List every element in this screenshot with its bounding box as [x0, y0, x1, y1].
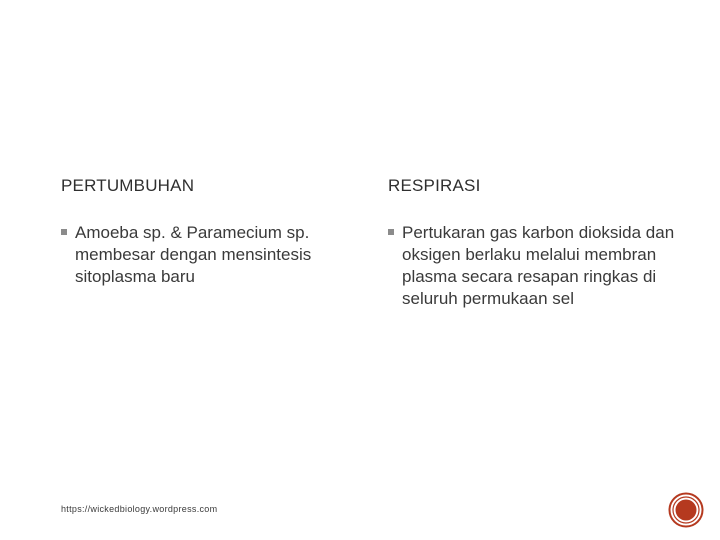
square-bullet-icon [388, 229, 394, 235]
left-heading: PERTUMBUHAN [61, 176, 195, 195]
left-column [61, 176, 351, 288]
right-bullet-list [388, 222, 688, 310]
square-bullet-icon [61, 229, 67, 235]
right-bullet-item [388, 222, 688, 310]
left-bullet-text: Amoeba sp. & Paramecium sp. membesar dengan mensintesis sitoplasma baru [75, 223, 312, 286]
left-bullet-item [61, 222, 351, 288]
right-heading: RESPIRASI [388, 176, 481, 195]
source-link[interactable]: https://wickedbiology.wordpress.com [61, 504, 218, 514]
right-bullet-text: Pertukaran gas karbon dioksida dan oksigen berlaku melalui membran plasma secara resapan ringkas di seluruh permukaan sel [402, 223, 675, 308]
circle-badge-icon[interactable] [668, 492, 704, 528]
left-bullet-list [61, 222, 351, 288]
right-column [388, 176, 688, 310]
